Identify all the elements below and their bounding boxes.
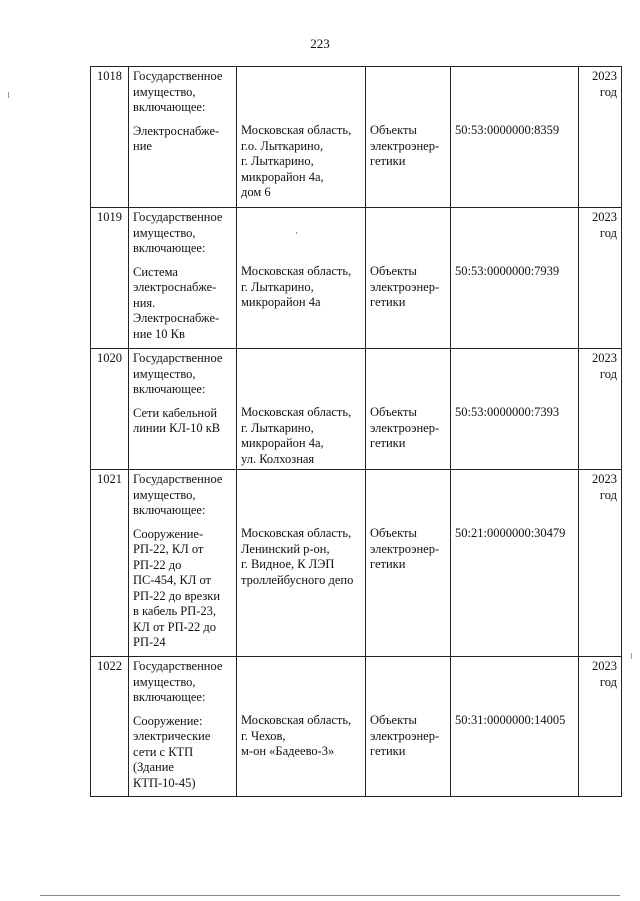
- scan-speck: [631, 653, 632, 659]
- year-value: 2023 год: [592, 69, 617, 99]
- object-name: Сети кабельной линии КЛ-10 кВ: [133, 405, 221, 435]
- object-type: Объекты электроэнер- гетики: [370, 526, 440, 571]
- object-intro: Государственное имущество, включающее:: [133, 659, 223, 704]
- object-address: Московская область, г. Чехов, м-он «Бадеево-3»: [241, 713, 352, 758]
- object-address: Московская область, г.о. Лыткарино, г. Лыткарино, микрорайон 4а, дом 6: [241, 123, 352, 199]
- year-cell: [579, 470, 622, 657]
- cadastral-number: 50:53:0000000:7939: [455, 264, 560, 278]
- cadastral-number: 50:53:0000000:7393: [455, 405, 560, 419]
- type-cell: [366, 349, 451, 470]
- year-cell: [579, 208, 622, 349]
- cadastral-number: 50:53:0000000:8359: [455, 123, 560, 137]
- table-row: [91, 349, 622, 470]
- object-name: Система электроснабже- ния. Электроснабже- ние 10 Кв: [133, 264, 220, 341]
- row-number: 1022: [91, 657, 129, 797]
- cadastral-cell: [451, 349, 579, 470]
- address-cell: [237, 349, 366, 470]
- object-name-cell: [129, 349, 237, 470]
- cadastral-cell: [451, 657, 579, 797]
- type-cell: [366, 208, 451, 349]
- cadastral-cell: [451, 67, 579, 208]
- year-cell: [579, 657, 622, 797]
- type-cell: [366, 470, 451, 657]
- object-intro: Государственное имущество, включающее:: [133, 210, 223, 255]
- object-type: Объекты электроэнер- гетики: [370, 713, 440, 758]
- scan-speck: [296, 232, 297, 234]
- cadastral-number: 50:21:0000000:30479: [455, 526, 566, 540]
- scan-speck: [8, 92, 9, 98]
- table-row: [91, 470, 622, 657]
- cadastral-number: 50:31:0000000:14005: [455, 713, 566, 727]
- table-row: [91, 657, 622, 797]
- type-cell: [366, 67, 451, 208]
- object-name-cell: [129, 208, 237, 349]
- object-name-cell: [129, 657, 237, 797]
- row-number: 1018: [91, 67, 129, 208]
- object-address: Московская область, г. Лыткарино, микрорайон 4а: [241, 264, 352, 309]
- object-type: Объекты электроэнер- гетики: [370, 405, 440, 450]
- cadastral-cell: [451, 208, 579, 349]
- object-address: Московская область, г. Лыткарино, микрорайон 4а, ул. Колхозная: [241, 405, 352, 466]
- object-type: Объекты электроэнер- гетики: [370, 123, 440, 168]
- object-name: Сооружение: электрические сети с КТП (Здание КТП-10-45): [133, 713, 211, 790]
- address-cell: [237, 208, 366, 349]
- object-name-cell: [129, 67, 237, 208]
- row-number: 1021: [91, 470, 129, 657]
- object-address: Московская область, Ленинский р-он, г. Видное, К ЛЭП троллейбусного депо: [241, 526, 354, 587]
- address-cell: [237, 657, 366, 797]
- row-number: 1019: [91, 208, 129, 349]
- table-row: [91, 67, 622, 208]
- object-intro: Государственное имущество, включающее:: [133, 69, 223, 114]
- year-cell: [579, 349, 622, 470]
- year-value: 2023 год: [592, 472, 617, 502]
- address-cell: [237, 470, 366, 657]
- page-number: 223: [310, 36, 330, 51]
- address-cell: [237, 67, 366, 208]
- year-cell: [579, 67, 622, 208]
- object-name: Электроснабже- ние: [133, 123, 220, 153]
- object-type: Объекты электроэнер- гетики: [370, 264, 440, 309]
- object-name-cell: [129, 470, 237, 657]
- page-bottom-edge: [40, 895, 620, 896]
- year-value: 2023 год: [592, 659, 617, 689]
- property-registry-table: [90, 66, 622, 797]
- row-number: 1020: [91, 349, 129, 470]
- object-name: Сооружение- РП-22, КЛ от РП-22 до ПС-454, КЛ от РП-22 до врезки в кабель РП-23, КЛ от РП-22 до РП-24: [133, 526, 221, 649]
- cadastral-cell: [451, 470, 579, 657]
- year-value: 2023 год: [592, 351, 617, 381]
- object-intro: Государственное имущество, включающее:: [133, 472, 223, 517]
- table-row: [91, 208, 622, 349]
- object-intro: Государственное имущество, включающее:: [133, 351, 223, 396]
- type-cell: [366, 657, 451, 797]
- year-value: 2023 год: [592, 210, 617, 240]
